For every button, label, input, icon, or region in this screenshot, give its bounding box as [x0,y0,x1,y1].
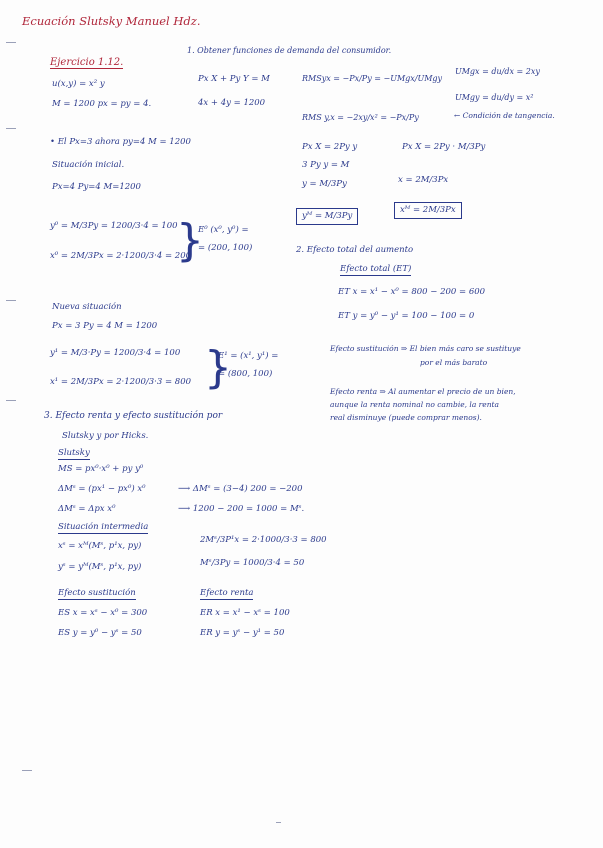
question-3-heading: 3. Efecto renta y efecto sustitución por [44,411,223,421]
delta-m-result: ⟶ ΔMˢ = (3−4) 200 = −200 [178,484,303,494]
exercise-title: Ejercicio 1.12. [50,57,124,68]
xs-result: 2Mˢ/3P¹x = 2·1000/3·3 = 800 [200,535,327,545]
budget-constraint-values: 4x + 4y = 1200 [198,98,266,108]
new-equilibrium-value: = (800, 100) [218,369,273,379]
y1-computation: y¹ = M/3·Py = 1200/3·4 = 100 [50,348,181,358]
mrs-equation: RMSyx = −Px/Py = −UMgx/UMgy [302,74,443,83]
delta-m-definition: ΔMˢ = (px¹ − px⁰) x⁰ [58,484,146,494]
px-x-relation: Px X = 2Py y [302,142,358,152]
total-effect-x: ET x = x¹ − x⁰ = 800 − 200 = 600 [338,287,486,297]
substitution-note-cont: por el más barato [420,358,488,367]
intermediate-situation-label: Situación intermedia [58,523,148,534]
slutsky-label: Slutsky [58,449,90,460]
substitution-effect-x: ES x = xˢ − x⁰ = 300 [58,608,148,618]
document-title: Ecuación Slutsky Manuel Hdz. [22,14,201,28]
delta-m-simplified: ΔMˢ = Δpx x⁰ [58,504,116,514]
income-effect-label: Efecto renta [200,589,253,600]
y-solution: y = M/3Py [302,179,347,189]
budget-constraint: Px X + Py Y = M [198,74,270,84]
marginal-utility-y: UMgy = du/dy = x² [455,93,534,102]
question-1-heading: 1. Obtener funciones de demanda del consumidor. [187,46,392,55]
demand-x-box: xᴹ = 2M/3Px [394,202,462,219]
xs-definition: xˢ = xᴹ(Mˢ, p¹x, py) [58,541,142,551]
initial-equilibrium-value: = (200, 100) [198,243,253,253]
income-effect-y: ER y = yˢ − y¹ = 50 [200,628,285,638]
initial-situation-label: Situación inicial. [52,160,125,170]
substitution-effect-label: Efecto sustitución [58,589,136,600]
income-note: Efecto renta ⇒ Al aumentar el precio de un bien, [330,387,516,396]
scan-mark [6,300,16,301]
x-solution: x = 2M/3Px [398,175,449,185]
substitution-effect-y: ES y = y⁰ − yˢ = 50 [58,628,142,638]
budget-in-y: 3 Py y = M [302,160,350,170]
initial-equilibrium: E⁰ (x⁰, y⁰) = [198,225,249,235]
scan-mark [6,42,16,43]
question-3-heading-cont: Slutsky y por Hicks. [62,431,149,441]
demand-y-box: yᴹ = M/3Py [296,208,358,225]
marginal-utility-x: UMgx = du/dx = 2xy [455,67,540,76]
y0-computation: y⁰ = M/3Py = 1200/3·4 = 100 [50,221,178,231]
brace-new: } [204,342,232,393]
slutsky-income: ⟶ 1200 − 200 = 1000 = Mˢ. [178,504,305,514]
tangency-condition: ← Condición de tangencia. [454,111,555,120]
new-values: Px = 3 Py = 4 M = 1200 [52,321,158,331]
income-note-cont: aunque la renta nominal no cambie, la renta [330,400,500,409]
ys-result: Mˢ/3Py = 1000/3·4 = 50 [200,558,305,568]
initial-values: Px=4 Py=4 M=1200 [52,182,141,192]
x0-computation: x⁰ = 2M/3Px = 2·1200/3·4 = 200 [50,251,192,261]
question-2-statement: • El Px=3 ahora py=4 M = 1200 [50,137,191,147]
new-equilibrium: E¹ = (x¹, y¹) = [218,351,279,361]
utility-function: u(x,y) = x² y [52,79,105,89]
income-note-end: real disminuye (puede comprar menos). [330,413,482,422]
total-effect-y: ET y = y⁰ − y¹ = 100 − 100 = 0 [338,311,475,321]
given-params: M = 1200 px = py = 4. [52,99,152,109]
ys-definition: yˢ = yᴹ(Mˢ, p¹x, py) [58,562,142,572]
scan-mark [276,822,281,823]
substitution-note: Efecto sustitución ⇒ El bien más caro se sustituye [330,344,521,353]
x1-computation: x¹ = 2M/3Px = 2·1200/3·3 = 800 [50,377,192,387]
income-effect-x: ER x = x¹ − xˢ = 100 [200,608,290,618]
scan-mark [6,400,16,401]
scan-mark [22,770,32,771]
px-x-substituted: Px X = 2Py · M/3Py [402,142,486,152]
total-effect-label: Efecto total (ET) [340,265,411,276]
new-situation-label: Nueva situación [52,302,122,312]
scan-mark [6,128,16,129]
ms-definition: MS = px⁰·x⁰ + py y⁰ [58,464,144,474]
brace-initial: } [176,215,204,266]
question-2-heading: 2. Efecto total del aumento [296,245,414,255]
mrs-substituted: RMS y,x = −2xy/x² = −Px/Py [302,113,419,122]
